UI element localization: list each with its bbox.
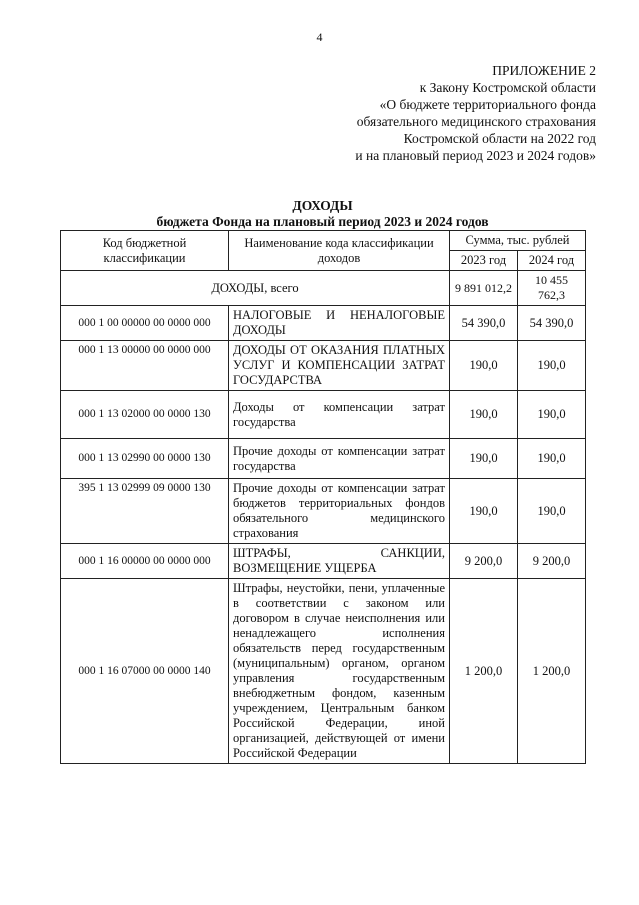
row-name: ШТРАФЫ, САНКЦИИ, ВОЗМЕЩЕНИЕ УЩЕРБА	[229, 544, 450, 579]
header-sum: Сумма, тыс. рублей	[450, 231, 586, 251]
row-2023: 190,0	[450, 439, 518, 479]
row-name: Прочие доходы от компенсации затрат государства	[229, 439, 450, 479]
table-row	[61, 439, 586, 479]
row-name: Доходы от компенсации затрат государства	[229, 391, 450, 439]
row-code: 000 1 13 02990 00 0000 130	[61, 439, 229, 479]
row-code: 000 1 13 00000 00 0000 000	[61, 341, 229, 391]
table-row	[61, 579, 586, 764]
header-code: Код бюджетной классификации	[61, 231, 229, 271]
row-2024: 190,0	[518, 341, 586, 391]
table-header-row	[61, 231, 586, 251]
title-line: ДОХОДЫ	[292, 198, 353, 213]
row-name: ДОХОДЫ ОТ ОКАЗАНИЯ ПЛАТНЫХ УСЛУГ И КОМПЕНСАЦИИ ЗАТРАТ ГОСУДАРСТВА	[229, 341, 450, 391]
appendix-line: и на плановый период 2023 и 2024 годов»	[355, 148, 596, 163]
appendix-line: обязательного медицинского страхования	[356, 114, 596, 129]
row-2024: 190,0	[518, 439, 586, 479]
total-row	[61, 271, 586, 306]
row-code: 000 1 00 00000 00 0000 000	[61, 306, 229, 341]
row-name: Штрафы, неустойки, пени, уплаченные в соответствии с законом или договором в случае неисполнения или ненадлежащего исполнения обязательств перед государственным (муниципальным) органом, органом управления государственным внебюджетным фондом, казенным учреждением, Центральным банком Российской Федерации, иной организацией, действующей от имени Российской Федерации	[229, 579, 450, 764]
appendix-line: Костромской области на 2022 год	[403, 131, 596, 146]
row-2024: 190,0	[518, 391, 586, 439]
row-2024: 54 390,0	[518, 306, 586, 341]
appendix-line: к Закону Костромской области	[419, 80, 596, 95]
appendix-header	[300, 62, 596, 164]
header-year-2023: 2023 год	[450, 251, 518, 271]
table-row	[61, 544, 586, 579]
table-row	[61, 341, 586, 391]
total-2023: 9 891 012,2	[450, 271, 518, 306]
revenue-table	[60, 230, 586, 764]
row-name: НАЛОГОВЫЕ И НЕНАЛОГОВЫЕ ДОХОДЫ	[229, 306, 450, 341]
row-2023: 190,0	[450, 391, 518, 439]
table-row	[61, 479, 586, 544]
table-row	[61, 306, 586, 341]
row-code: 000 1 13 02000 00 0000 130	[61, 391, 229, 439]
appendix-line: «О бюджете территориального фонда	[379, 97, 596, 112]
row-name: Прочие доходы от компенсации затрат бюджетов территориальных фондов обязательного медицинского страхования	[229, 479, 450, 544]
appendix-line: ПРИЛОЖЕНИЕ 2	[492, 63, 596, 78]
row-2023: 190,0	[450, 479, 518, 544]
row-code: 395 1 13 02999 09 0000 130	[61, 479, 229, 544]
row-2024: 9 200,0	[518, 544, 586, 579]
document-title	[60, 198, 585, 230]
row-2023: 9 200,0	[450, 544, 518, 579]
table-row	[61, 391, 586, 439]
page-number: 4	[316, 30, 323, 44]
row-2023: 190,0	[450, 341, 518, 391]
total-2024: 10 455 762,3	[518, 271, 586, 306]
row-code: 000 1 16 07000 00 0000 140	[61, 579, 229, 764]
title-line: бюджета Фонда на плановый период 2023 и 2024 годов	[156, 214, 489, 229]
row-2023: 1 200,0	[450, 579, 518, 764]
total-label: ДОХОДЫ, всего	[61, 271, 450, 306]
row-2023: 54 390,0	[450, 306, 518, 341]
header-name: Наименование кода классификации доходов	[229, 231, 450, 271]
header-year-2024: 2024 год	[518, 251, 586, 271]
row-code: 000 1 16 00000 00 0000 000	[61, 544, 229, 579]
row-2024: 1 200,0	[518, 579, 586, 764]
row-2024: 190,0	[518, 479, 586, 544]
